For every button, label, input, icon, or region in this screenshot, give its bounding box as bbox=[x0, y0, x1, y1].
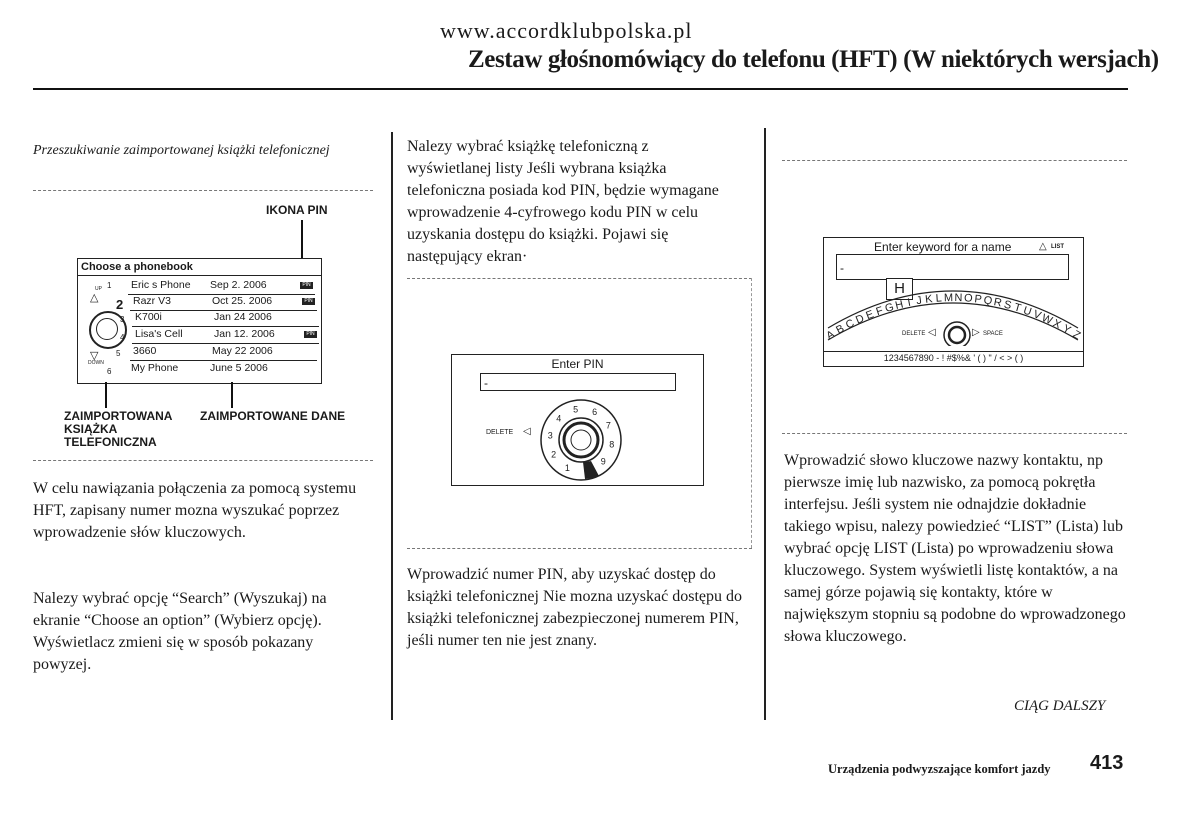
row-number: 6 bbox=[107, 367, 112, 376]
phonebook-date: Jan 24 2006 bbox=[214, 311, 272, 323]
continued-label: CIĄG DALSZY bbox=[1014, 698, 1106, 714]
phonebook-row[interactable] bbox=[130, 295, 317, 311]
phonebook-row[interactable] bbox=[132, 311, 319, 327]
numbers-row[interactable]: 1234567890 - ! #$%& ' ( ) " / < > ( ) bbox=[824, 351, 1083, 365]
keyword-screen bbox=[823, 237, 1084, 367]
arc-letter[interactable]: S bbox=[1002, 298, 1013, 312]
dial-digit[interactable]: 2 bbox=[551, 449, 557, 460]
delete-arrow-icon: ◁ bbox=[928, 327, 936, 338]
arc-letter[interactable]: L bbox=[935, 292, 943, 305]
phonebook-date: Jan 12. 2006 bbox=[214, 328, 275, 340]
imported-phonebook-label: ZAIMPORTOWANA KSIĄŻKA TELEFONICZNA bbox=[64, 409, 173, 449]
phonebook-name: Razr V3 bbox=[133, 295, 171, 307]
figure-frame-top bbox=[33, 190, 373, 191]
header-rule bbox=[33, 88, 1128, 90]
arc-letter[interactable]: U bbox=[1021, 304, 1033, 319]
paragraph: Wprowadzić słowo kluczowe nazwy kontaktu, np pierwsze imię lub nazwisko, za pomocą pokrętła interfejsu. Jeśli system nie odnajdzie dokładnie takiego wpisu, nalezy powiedzieć “LIST” (Lista) lub wybrać opcję LIST (Lista) po wprowadzeniu słowa kluczowego. System wyświetli listę kontaktów, a na samej górze pojawią się kontakty, które w największym stopniu są podobne do wprowadzonego słowa kluczowego. bbox=[784, 452, 1126, 645]
arc-letter[interactable]: A bbox=[824, 328, 837, 343]
arc-letter[interactable]: V bbox=[1031, 308, 1043, 323]
figure-frame-bottom bbox=[33, 460, 373, 461]
up-label: UP bbox=[95, 286, 102, 292]
arc-letter[interactable]: R bbox=[992, 296, 1003, 310]
phonebook-date: Oct 25. 2006 bbox=[212, 295, 273, 307]
phonebook-row[interactable] bbox=[132, 328, 319, 344]
list-label: LIST bbox=[1051, 244, 1064, 250]
arc-letter[interactable]: H bbox=[894, 298, 905, 313]
phonebook-name: Lisa's Cell bbox=[135, 328, 183, 340]
label-pointer bbox=[105, 382, 107, 408]
pin-icon: PIN bbox=[302, 298, 315, 305]
figure-frame-bottom bbox=[782, 433, 1127, 434]
phonebook-date: Sep 2. 2006 bbox=[210, 279, 267, 291]
pin-icon: PIN bbox=[304, 331, 317, 338]
figure-frame-bottom bbox=[407, 548, 752, 549]
arc-letter[interactable]: G bbox=[883, 301, 896, 316]
figure-frame-right bbox=[751, 278, 752, 548]
phonebook-name: Eric s Phone bbox=[131, 279, 191, 291]
keyword-input[interactable]: - bbox=[836, 254, 1069, 280]
arc-letter[interactable]: W bbox=[1039, 312, 1055, 328]
dial-digit[interactable]: 5 bbox=[573, 404, 579, 415]
arc-letter[interactable]: F bbox=[874, 304, 885, 319]
arc-letter[interactable]: D bbox=[854, 312, 867, 327]
phonebook-screen bbox=[77, 258, 322, 384]
delete-label: DELETE bbox=[486, 429, 514, 436]
paragraph: Nalezy wybrać książkę telefoniczną z wyświetlanej listy Jeśli wybrana książka telefoniczna posiada kod PIN, będzie wymagane wprowadzenie 4-cyfrowego kodu PIN w celu uzyskania dostępu do książki. Pojawi się następujący ekran· bbox=[407, 138, 719, 265]
arc-letter[interactable]: E bbox=[864, 308, 876, 323]
delete-label: DELETE bbox=[902, 331, 926, 337]
arc-letter[interactable]: K bbox=[924, 293, 934, 306]
arc-letter[interactable]: O bbox=[963, 292, 973, 305]
phonebook-date: May 22 2006 bbox=[212, 345, 273, 357]
imported-data-label: ZAIMPORTOWANE DANE bbox=[200, 409, 346, 423]
dial-digit[interactable]: 6 bbox=[592, 407, 598, 418]
phonebook-row[interactable] bbox=[128, 362, 315, 377]
delete-arrow-icon: ◁ bbox=[523, 426, 531, 437]
pin-screen-title: Enter PIN bbox=[551, 357, 604, 371]
arc-letter[interactable]: I bbox=[906, 296, 912, 310]
arc-letter[interactable]: J bbox=[915, 294, 923, 308]
paragraph: W celu nawiązania połączenia za pomocą systemu HFT, zapisany numer mozna wyszukać poprzez wprowadzenie słów kluczowych. bbox=[33, 480, 357, 541]
arc-letter[interactable]: N bbox=[954, 292, 963, 305]
down-arrow-icon: ▽ bbox=[90, 350, 99, 362]
phonebook-row[interactable] bbox=[130, 345, 317, 361]
arc-letter[interactable]: M bbox=[943, 292, 954, 305]
dial-digit[interactable]: 4 bbox=[556, 413, 562, 424]
row-number: 3 bbox=[120, 315, 125, 324]
pin-dial[interactable] bbox=[538, 397, 624, 483]
pin-screen bbox=[451, 354, 704, 486]
arc-letter[interactable]: C bbox=[843, 317, 857, 332]
space-arrow-icon: ▷ bbox=[972, 327, 980, 338]
phonebook-name: K700i bbox=[135, 311, 162, 323]
page-number: 413 bbox=[1090, 752, 1124, 774]
column-divider bbox=[391, 132, 393, 720]
row-number: 5 bbox=[116, 349, 121, 358]
dial-digit[interactable]: 7 bbox=[605, 420, 611, 431]
paragraph: Wprowadzić numer PIN, aby uzyskać dostęp do książki telefonicznej Nie mozna uzyskać dostępu do książki telefonicznej zabezpieczonej numerem PIN, jeśli numer ten nie jest znany. bbox=[407, 566, 742, 649]
arc-letter[interactable]: B bbox=[834, 322, 847, 337]
arc-letter[interactable]: Y bbox=[1060, 322, 1073, 337]
figure-caption: Przeszukiwanie zaimportowanej książki telefonicznej bbox=[33, 143, 330, 158]
up-arrow-icon: △ bbox=[90, 292, 99, 304]
page-title: Zestaw głośnomówiący do telefonu (HFT) (W niektórych wersjach) bbox=[468, 46, 1159, 73]
paragraph: Nalezy wybrać opcję “Search” (Wyszukaj) na ekranie “Choose an option” (Wybierz opcję). Wyświetlacz zmieni się w sposób pokazany powyzej. bbox=[33, 590, 327, 673]
dial-digit[interactable]: 0 bbox=[583, 465, 589, 476]
arc-letter[interactable]: P bbox=[973, 293, 983, 306]
space-label: SPACE bbox=[983, 331, 1003, 337]
selected-letter: H bbox=[886, 278, 913, 300]
figure-frame-top bbox=[782, 160, 1127, 161]
figure-frame-top bbox=[407, 278, 752, 279]
arc-letter[interactable]: Z bbox=[1070, 328, 1083, 343]
pin-icon: PIN bbox=[300, 282, 313, 289]
phonebook-name: My Phone bbox=[131, 362, 179, 374]
phonebook-name: 3660 bbox=[133, 345, 157, 357]
keyword-screen-title: Enter keyword for a name bbox=[874, 240, 1012, 254]
arc-letter[interactable]: Q bbox=[982, 294, 994, 308]
dial-digit[interactable]: 1 bbox=[564, 462, 570, 473]
down-label: DOWN bbox=[88, 360, 104, 366]
arc-letter[interactable]: X bbox=[1051, 317, 1063, 332]
column-divider bbox=[764, 128, 766, 720]
letter-arc[interactable] bbox=[824, 284, 1083, 346]
dial-digit[interactable]: 9 bbox=[600, 456, 606, 467]
row-number: 4 bbox=[120, 333, 125, 342]
list-triangle-icon: △ bbox=[1039, 241, 1047, 252]
label-pointer bbox=[231, 382, 233, 408]
ikona-pin-label: IKONA PIN bbox=[266, 203, 328, 217]
arc-letter[interactable]: T bbox=[1012, 301, 1023, 315]
row-number: 1 bbox=[107, 281, 112, 290]
dial-digit[interactable]: 3 bbox=[547, 430, 553, 441]
pin-input[interactable]: - bbox=[480, 373, 676, 391]
site-url: www.accordklubpolska.pl bbox=[440, 18, 693, 43]
phonebook-screen-title: Choose a phonebook bbox=[81, 261, 193, 273]
phonebook-date: June 5 2006 bbox=[210, 362, 268, 374]
phonebook-row[interactable] bbox=[128, 279, 315, 295]
dial-digit[interactable]: 8 bbox=[609, 439, 615, 450]
row-number: 2 bbox=[116, 297, 124, 312]
section-name: Urządzenia podwyzszające komfort jazdy bbox=[828, 762, 1051, 776]
